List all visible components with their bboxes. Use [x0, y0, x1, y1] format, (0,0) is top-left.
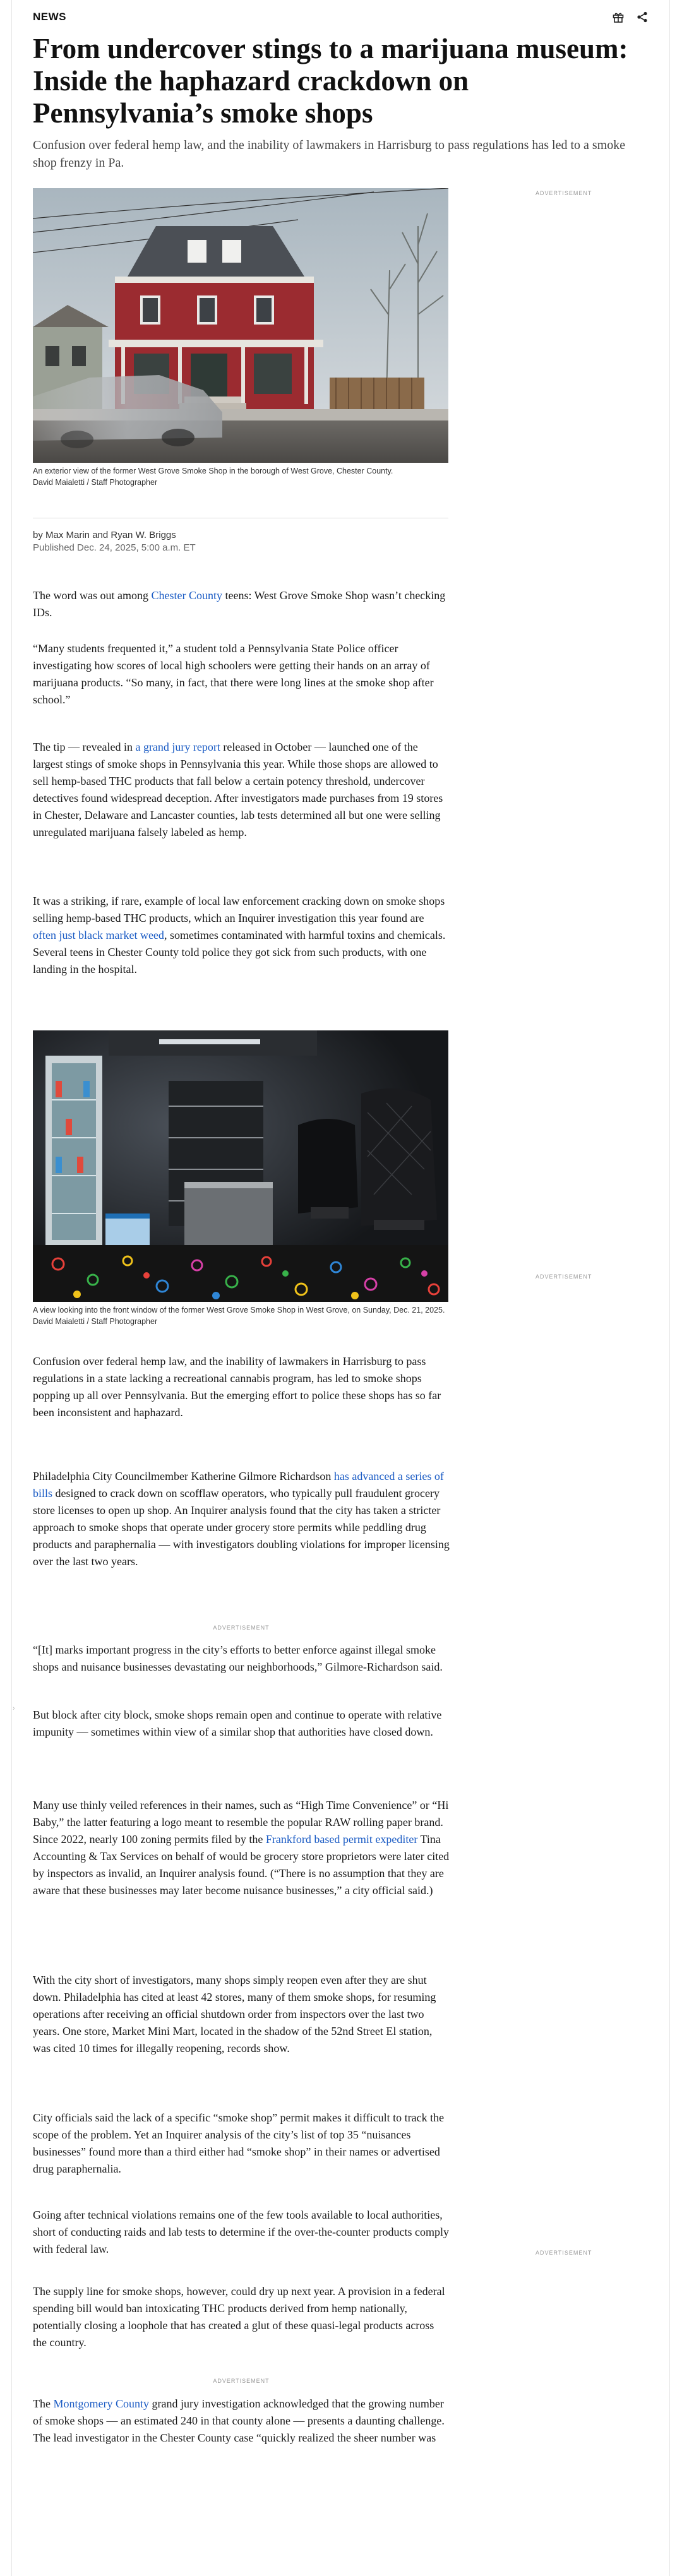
interior-photo[interactable] — [33, 1030, 448, 1302]
article-tools — [611, 10, 649, 24]
link-montgomery-county[interactable]: Montgomery County — [53, 2397, 149, 2410]
paragraph-8: But block after city block, smoke shops remain open and continue to operate with relative impunity — sometimes within view of a similar shop that authorities have closed down. — [33, 1708, 442, 1738]
paragraph-11: City officials said the lack of a specific “smoke shop” permit makes it difficult to track the scope of the problem. Yet an Inquirer analysis of the city’s list of top 35 “nuisances businesses” found more than a third either had “smoke shop” in their names or advertised drug paraphernalia. — [33, 2111, 445, 2175]
paragraph-2: “Many students frequented it,” a student told a Pennsylvania State Police officer investigating how scores of local high schoolers were getting their hands on an array of marijuana products. “So many, in fact, that there were long lines at the smoke shop after school.” — [33, 642, 434, 706]
paragraph-4: It was a striking, if rare, example of local law enforcement cracking down on smoke shops selling hemp-based THC products, which an Inquirer investigation this year found are often just black market weed, sometimes contaminated with harmful toxins and chemicals. Several teens in Chester County told police they got sick from such products, with one landing in the hospital. — [33, 895, 446, 975]
lead-photo-credit: David Maialetti / Staff Photographer — [33, 478, 158, 487]
paragraph-14: The Montgomery County grand jury investigation acknowledged that the growing number of smoke shops — an estimated 240 in that county alone — presents a daunting challenge. The lead investigator in the Chester County case “quickly realized the sheer number was — [33, 2397, 445, 2444]
link-series-of-bills[interactable]: has advanced a series of bills — [33, 1470, 444, 1500]
dek: Confusion over federal hemp law, and the inability of lawmakers in Harrisburg to pass regulations has led to a smoke shop frenzy in Pa. — [33, 138, 626, 170]
side-marker: › — [13, 1705, 15, 1712]
paragraph-6: Philadelphia City Councilmember Katherine Gilmore Richardson has advanced a series of bills designed to crack down on scofflaw operators, who typically pull fraudulent grocery store licenses to open up shop. An Inquirer analysis found that the city has taken a stricter approach to smoke shops that operate under grocery store permits while peddling drug products and paraphernalia — with investigators doubling violations for improper licensing over the last two years. — [33, 1470, 450, 1568]
lead-figure — [33, 188, 448, 487]
headline: From undercover stings to a marijuana museum: Inside the haphazard crackdown on Pennsylvania’s smoke shops — [33, 33, 628, 129]
paragraph-13: The supply line for smoke shops, however, could dry up next year. A provision in a federal spending bill would ban intoxicating THC products derived from hemp nationally, potentially closing a loophole that has created a glut of these quasi-legal products across the country. — [33, 2285, 445, 2349]
sidebar-ad-label-3: ADVERTISEMENT — [535, 2250, 592, 2256]
section-label[interactable]: NEWS — [33, 11, 66, 23]
page-border-right — [669, 0, 670, 2576]
sidebar-ad-label: ADVERTISEMENT — [535, 190, 592, 196]
sidebar-ad-label-2: ADVERTISEMENT — [535, 1273, 592, 1280]
link-grand-jury-report[interactable]: a grand jury report — [135, 741, 220, 753]
paragraph-9: Many use thinly veiled references in their names, such as “High Time Convenience” or “Hi Baby,” the latter featuring a logo meant to resemble the popular RAW rolling paper brand. Since 2022, nearly 100 zoning permits filed by the Frankford based permit expediter Tina Accounting & Tax Services on behalf of would be grocery store proprietors were later cited by inspectors as invalid, an Inquirer analysis found. (“There is no assumption that they are aware that these businesses may later become nuisance businesses,” a city official said.) — [33, 1799, 450, 1897]
interior-photo-credit: David Maialetti / Staff Photographer — [33, 1317, 158, 1326]
paragraph-10: With the city short of investigators, many shops simply reopen even after they are shut down. Philadelphia has cited at least 42 stores, many of them smoke shops, for resuming operations after receiving an official shutdown order from inspectors over the last two years. One store, Market Mini Mart, located in the shadow of the 52nd Street El station, was cited 10 times for illegally reopening, records show. — [33, 1974, 436, 2054]
inline-ad-label: ADVERTISEMENT — [213, 1625, 270, 1631]
lead-photo[interactable] — [33, 188, 448, 463]
gift-icon[interactable] — [611, 10, 625, 24]
paragraph-1: The word was out among Chester County teens: West Grove Smoke Shop wasn’t checking IDs. — [33, 589, 446, 619]
link-black-market-weed[interactable]: often just black market weed — [33, 929, 164, 941]
publish-date: Published Dec. 24, 2025, 5:00 a.m. ET — [33, 542, 196, 553]
interior-photo-caption: A view looking into the front window of the former West Grove Smoke Shop in West Grove, on Sunday, Dec. 21, 2025. — [33, 1306, 445, 1315]
paragraph-3: The tip — revealed in a grand jury report released in October — launched one of the largest stings of smoke shops in Pennsylvania this year. While those shops are allowed to sell hemp-based THC products that fall below a certain potency threshold, undercover detectives found widespread deception. After investigators made purchases from 19 stores in Chester, Delaware and Lancaster counties, lab tests determined all but one were selling unregulated marijuana falsely labeled as hemp. — [33, 741, 443, 838]
paragraph-5: Confusion over federal hemp law, and the inability of lawmakers in Harrisburg to pass regulations in a state lacking a recreational cannabis program, has led to smoke shops popping up all over Pennsylvania. But the emerging effort to police these shops has so far been inconsistent and haphazard. — [33, 1355, 441, 1419]
lead-photo-caption: An exterior view of the former West Grove Smoke Shop in the borough of West Grove, Chester County. — [33, 467, 393, 475]
paragraph-7: “[It] marks important progress in the city’s efforts to better enforce against illegal smoke shops and nuisance businesses devastating our neighborhoods,” Gilmore-Richardson said. — [33, 1643, 443, 1673]
link-chester-county[interactable]: Chester County — [151, 589, 222, 602]
link-permit-expediter[interactable]: Frankford based permit expediter — [265, 1833, 418, 1846]
byline: by Max Marin and Ryan W. Briggs — [33, 530, 176, 540]
page-border-left — [11, 0, 12, 2576]
interior-figure — [33, 1030, 448, 1327]
inline-ad-label-2: ADVERTISEMENT — [213, 2378, 270, 2384]
top-bar — [33, 9, 649, 25]
paragraph-12: Going after technical violations remains one of the few tools available to local authorities, short of conducting raids and lab tests to determine if the over-the-counter products comply with federal law. — [33, 2209, 449, 2255]
share-icon[interactable] — [635, 10, 649, 24]
